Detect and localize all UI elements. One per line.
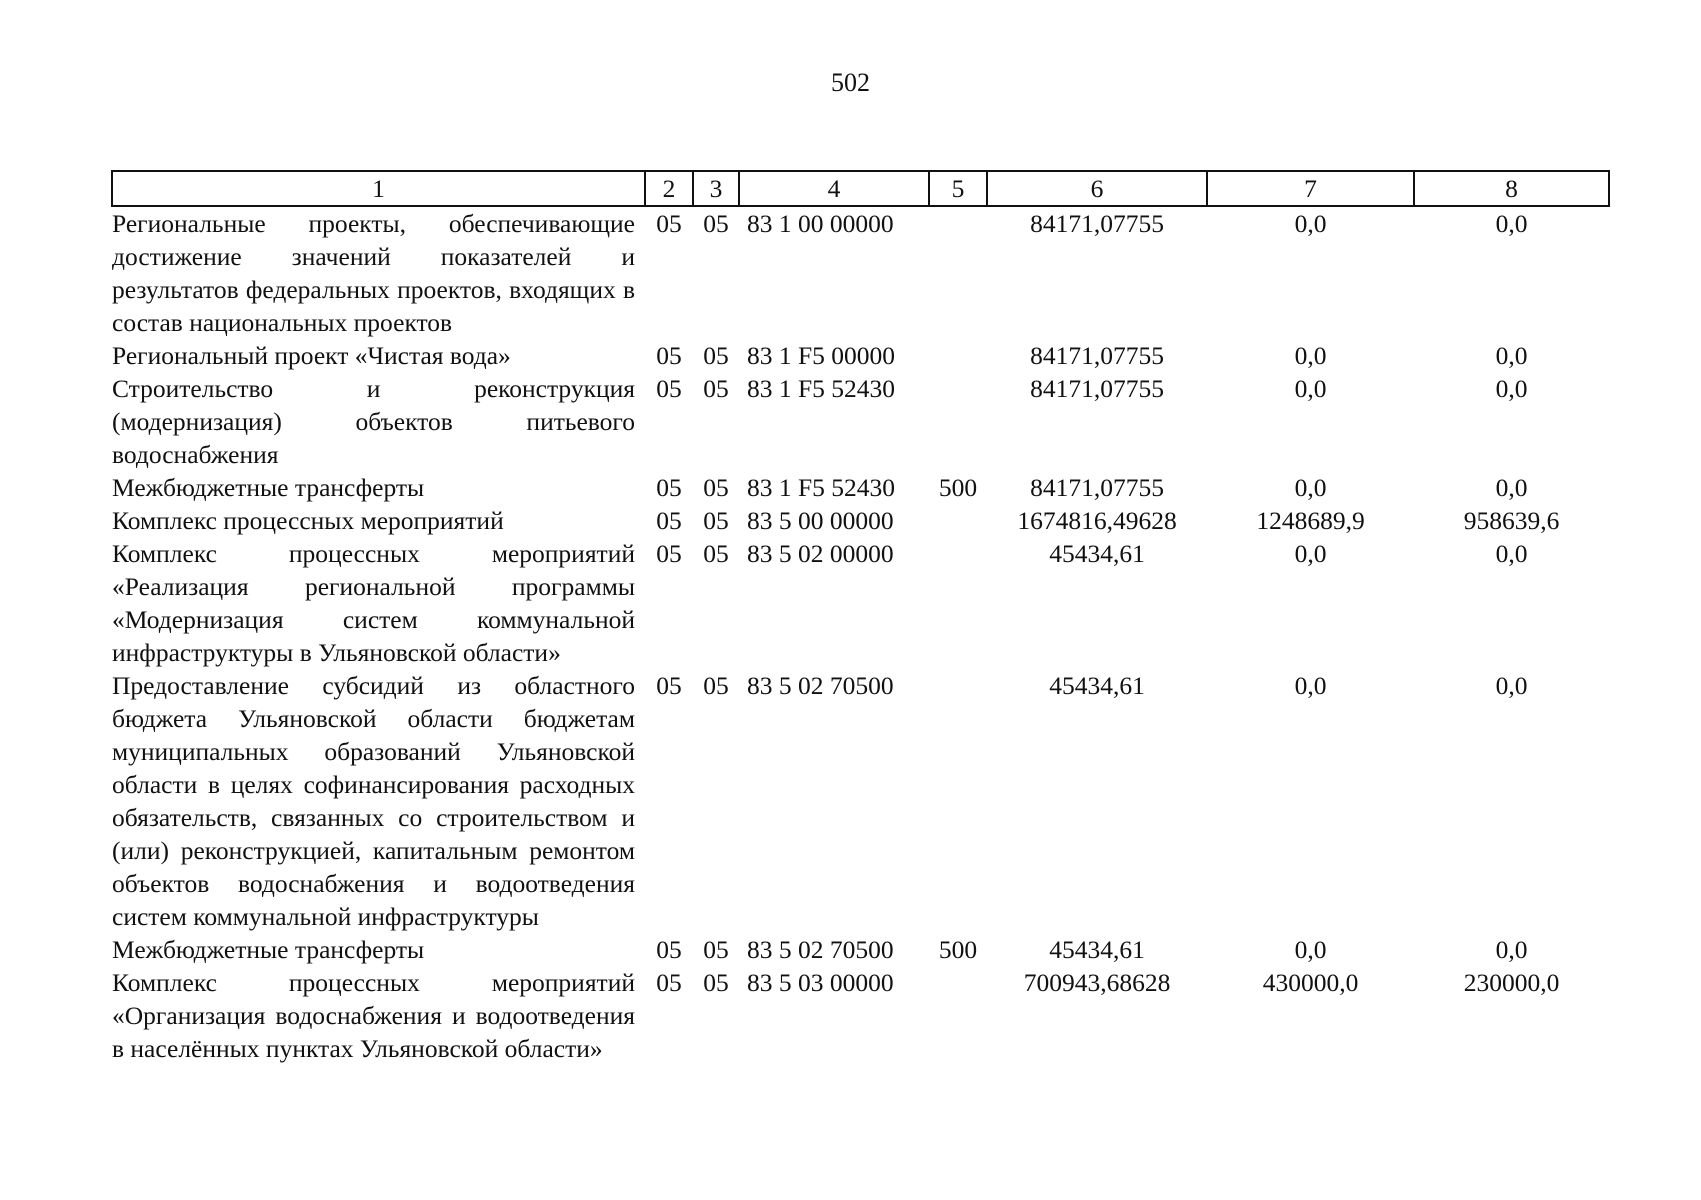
row-name: Региональный проект «Чистая вода» — [112, 341, 511, 370]
header-col-4: 4 — [739, 171, 929, 206]
table-row — [112, 966, 1609, 1065]
section-code: 05 — [656, 209, 682, 238]
section-code: 05 — [656, 539, 682, 568]
target-article-code: 83 1 F5 52430 — [747, 374, 896, 403]
amount-col-8: 230000,0 — [1463, 968, 1560, 997]
amount-col-7: 430000,0 — [1262, 968, 1359, 997]
table-row — [112, 537, 1609, 669]
row-name: Комплекс процессных мероприятий «Организация водоснабжения и водоотведения в населённых пунктах Ульяновской области» — [112, 968, 635, 1063]
header-col-2: 2 — [645, 171, 693, 206]
section-code: 05 — [656, 671, 682, 700]
target-article-code: 83 5 00 00000 — [747, 506, 894, 535]
header-col-3: 3 — [693, 171, 739, 206]
header-row — [112, 171, 1609, 206]
row-name: Межбюджетные трансферты — [112, 935, 425, 964]
section-code: 05 — [656, 374, 682, 403]
section-code: 05 — [656, 968, 682, 997]
row-name: Строительство и реконструкция (модернизация) объектов питьевого водоснабжения — [112, 374, 635, 469]
amount-col-7: 0,0 — [1294, 473, 1327, 502]
expense-type-code — [929, 372, 987, 471]
row-name: Региональные проекты, обеспечивающие достижение значений показателей и результатов федеральных проектов, входящих в состав национальных проектов — [112, 209, 635, 337]
amount-col-6: 84171,07755 — [1030, 341, 1164, 370]
row-name: Комплекс процессных мероприятий — [112, 506, 504, 535]
expense-type-code — [929, 966, 987, 1065]
amount-col-7: 0,0 — [1294, 539, 1327, 568]
header-col-7: 7 — [1207, 171, 1414, 206]
subsection-code: 05 — [703, 374, 729, 403]
amount-col-8: 0,0 — [1495, 209, 1528, 238]
header-col-1: 1 — [112, 171, 645, 206]
amount-col-6: 45434,61 — [1049, 671, 1145, 700]
subsection-code: 05 — [703, 935, 729, 964]
amount-col-8: 0,0 — [1495, 539, 1528, 568]
section-code: 05 — [656, 341, 682, 370]
row-name: Предоставление субсидий из областного бюджета Ульяновской области бюджетам муниципальных образований Ульяновской области в целях софинансирования расходных обязательств, связанных со строительством и (или) реконструкцией, капитальным ремонтом объектов водоснабжения и водоотведения систем коммунальной инфраструктуры — [112, 671, 635, 931]
amount-col-7: 0,0 — [1294, 209, 1327, 238]
amount-col-7: 0,0 — [1294, 935, 1327, 964]
target-article-code: 83 1 F5 52430 — [747, 473, 896, 502]
amount-col-8: 0,0 — [1495, 473, 1528, 502]
table-row — [112, 339, 1609, 372]
expense-type-code — [929, 537, 987, 669]
amount-col-7: 0,0 — [1294, 341, 1327, 370]
amount-col-6: 84171,07755 — [1030, 374, 1164, 403]
table-row — [112, 933, 1609, 966]
subsection-code: 05 — [703, 539, 729, 568]
target-article-code: 83 5 02 70500 — [747, 671, 894, 700]
budget-table — [111, 170, 1610, 1065]
target-article-code: 83 5 03 00000 — [747, 968, 894, 997]
amount-col-6: 1674816,49628 — [1017, 506, 1177, 535]
amount-col-8: 0,0 — [1495, 671, 1528, 700]
section-code: 05 — [656, 935, 682, 964]
expense-type-code: 500 — [938, 473, 978, 502]
amount-col-7: 1248689,9 — [1256, 506, 1365, 535]
row-name: Межбюджетные трансферты — [112, 473, 425, 502]
subsection-code: 05 — [703, 671, 729, 700]
table-row — [112, 471, 1609, 504]
table-row — [112, 669, 1609, 933]
target-article-code: 83 5 02 00000 — [747, 539, 894, 568]
subsection-code: 05 — [703, 506, 729, 535]
target-article-code: 83 1 F5 00000 — [747, 341, 896, 370]
row-name: Комплекс процессных мероприятий «Реализация региональной программы «Модернизация систем коммунальной инфраструктуры в Ульяновской области» — [112, 539, 635, 667]
amount-col-8: 0,0 — [1495, 341, 1528, 370]
amount-col-7: 0,0 — [1294, 374, 1327, 403]
header-col-8: 8 — [1414, 171, 1609, 206]
page-number: 502 — [831, 68, 870, 97]
amount-col-8: 0,0 — [1495, 374, 1528, 403]
amount-col-6: 84171,07755 — [1030, 209, 1164, 238]
amount-col-7: 0,0 — [1294, 671, 1327, 700]
subsection-code: 05 — [703, 473, 729, 502]
header-col-5: 5 — [929, 171, 987, 206]
expense-type-code — [929, 339, 987, 372]
expense-type-code — [929, 669, 987, 933]
target-article-code: 83 1 00 00000 — [747, 209, 894, 238]
subsection-code: 05 — [703, 209, 729, 238]
expense-type-code — [929, 206, 987, 339]
amount-col-8: 0,0 — [1495, 935, 1528, 964]
table-row — [112, 206, 1609, 339]
expense-type-code — [929, 504, 987, 537]
amount-col-8: 958639,6 — [1463, 506, 1560, 535]
subsection-code: 05 — [703, 341, 729, 370]
section-code: 05 — [656, 473, 682, 502]
amount-col-6: 45434,61 — [1049, 539, 1145, 568]
table-row — [112, 504, 1609, 537]
section-code: 05 — [656, 506, 682, 535]
expense-type-code: 500 — [938, 935, 978, 964]
amount-col-6: 700943,68628 — [1023, 968, 1171, 997]
header-col-6: 6 — [987, 171, 1207, 206]
table-row — [112, 372, 1609, 471]
amount-col-6: 45434,61 — [1049, 935, 1145, 964]
subsection-code: 05 — [703, 968, 729, 997]
amount-col-6: 84171,07755 — [1030, 473, 1164, 502]
target-article-code: 83 5 02 70500 — [747, 935, 894, 964]
